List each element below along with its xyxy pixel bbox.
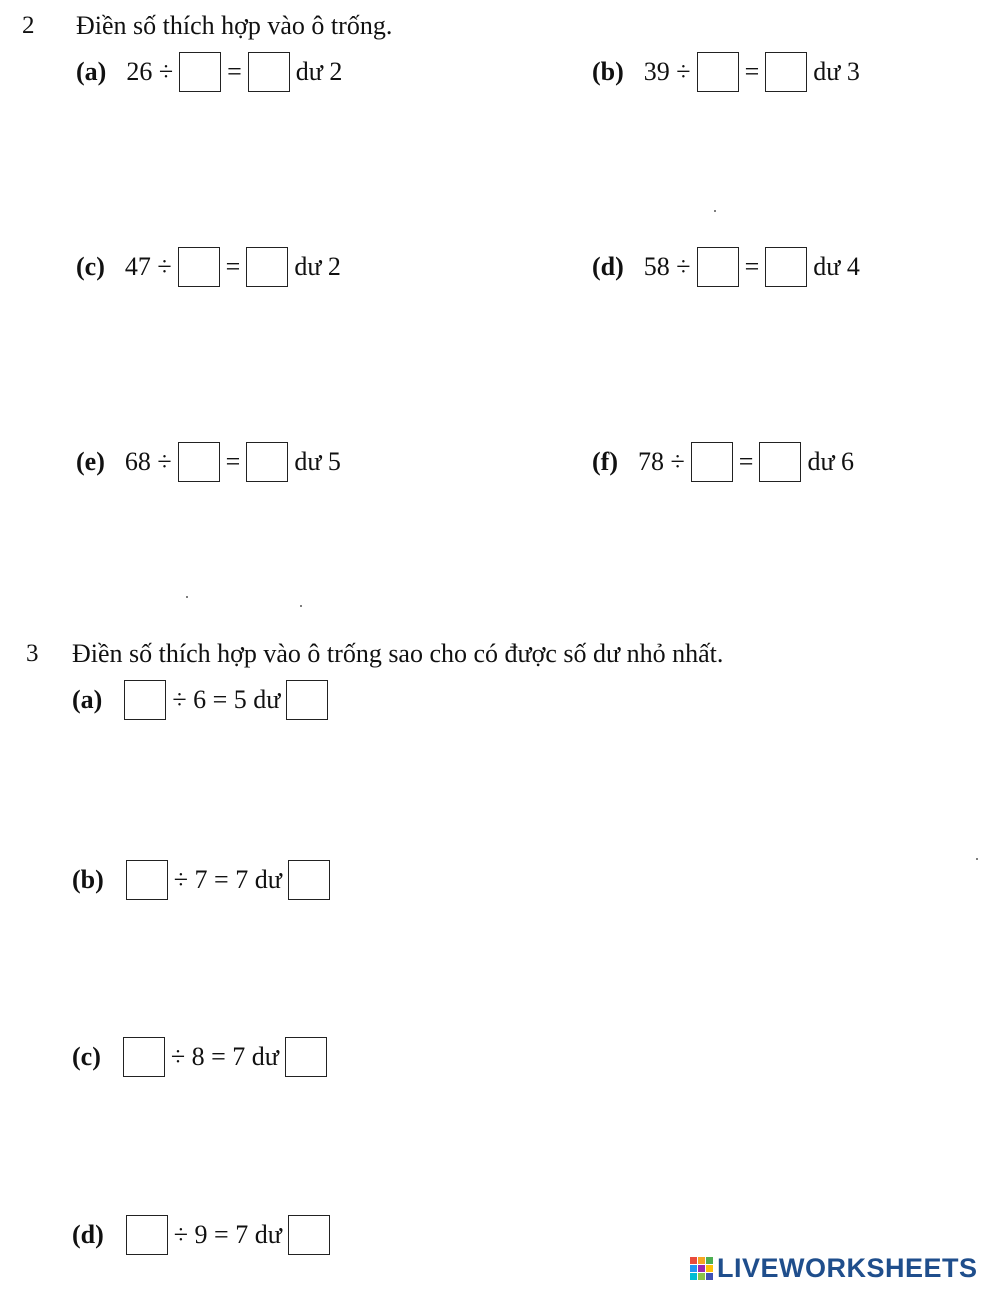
equals-sign: = [744,57,760,86]
dividend-answer-box[interactable] [124,680,166,720]
q2-item-e [76,442,341,482]
item-label: (d) [72,1220,104,1249]
remainder-text: dư 6 [807,447,855,476]
quotient-answer-box[interactable] [765,52,807,92]
logo-tile [706,1257,713,1264]
liveworksheets-brand [690,1253,978,1283]
remainder-text: dư 2 [295,57,343,86]
quotient-answer-box[interactable] [246,247,288,287]
item-label: (f) [592,447,618,476]
dividend-answer-box[interactable] [123,1037,165,1077]
quotient-answer-box[interactable] [248,52,290,92]
q3-item-c [72,1037,327,1077]
equals-sign: = [227,57,242,86]
divisor-answer-box[interactable] [691,442,733,482]
equals-sign: = [744,252,760,281]
q3-item-a [72,680,328,720]
scan-speck [186,596,188,598]
dividend-text: 68 ÷ [124,447,172,476]
divisor-answer-box[interactable] [179,52,221,92]
logo-tile [706,1273,713,1280]
q3-item-d [72,1215,330,1255]
liveworksheets-logo-icon [690,1257,713,1280]
scan-speck [300,605,302,607]
item-label: (d) [592,252,624,281]
remainder-answer-box[interactable] [286,680,328,720]
remainder-answer-box[interactable] [288,1215,330,1255]
expression-text: ÷ 8 = 7 dư [170,1042,279,1071]
q2-item-f [592,442,854,482]
item-label: (e) [76,447,105,476]
remainder-text: dư 4 [813,252,860,281]
remainder-answer-box[interactable] [288,860,330,900]
equals-sign: = [225,447,241,476]
logo-tile [690,1265,697,1272]
divisor-answer-box[interactable] [178,442,220,482]
expression-text: ÷ 6 = 5 dư [172,685,281,714]
dividend-text: 47 ÷ [124,252,172,281]
logo-tile [706,1265,713,1272]
logo-tile [690,1273,697,1280]
item-label: (b) [72,865,104,894]
quotient-answer-box[interactable] [765,247,807,287]
logo-tile [698,1257,705,1264]
remainder-text: dư 2 [294,252,341,281]
q2-item-a [76,52,342,92]
item-label: (b) [592,57,624,86]
expression-text: ÷ 7 = 7 dư [173,865,282,894]
q2-item-b [592,52,860,92]
remainder-text: dư 3 [813,57,860,86]
quotient-answer-box[interactable] [759,442,801,482]
quotient-answer-box[interactable] [246,442,288,482]
equals-sign: = [738,447,754,476]
item-label: (a) [72,685,103,714]
q2-item-c [76,247,341,287]
remainder-answer-box[interactable] [285,1037,327,1077]
question-2-number: 2 [22,12,35,39]
logo-tile [698,1273,705,1280]
q2-item-d [592,247,860,287]
item-label: (c) [76,252,105,281]
divisor-answer-box[interactable] [697,247,739,287]
scan-speck [714,210,716,212]
equals-sign: = [225,252,241,281]
divisor-answer-box[interactable] [697,52,739,92]
dividend-text: 78 ÷ [637,447,685,476]
dividend-text: 58 ÷ [643,252,691,281]
remainder-text: dư 5 [294,447,341,476]
question-3-instruction: Điền số thích hợp vào ô trống sao cho có được số dư nhỏ nhất. [72,639,724,668]
item-label: (c) [72,1042,101,1071]
brand-name: LIVEWORKSHEETS [717,1252,978,1283]
scan-speck [976,858,978,860]
divisor-answer-box[interactable] [178,247,220,287]
expression-text: ÷ 9 = 7 dư [173,1220,282,1249]
logo-tile [698,1265,705,1272]
item-label: (a) [76,57,107,86]
question-2-instruction: Điền số thích hợp vào ô trống. [76,11,393,40]
dividend-text: 26 ÷ [126,57,174,86]
q3-item-b [72,860,330,900]
logo-tile [690,1257,697,1264]
dividend-answer-box[interactable] [126,1215,168,1255]
dividend-text: 39 ÷ [643,57,691,86]
question-3-number: 3 [26,640,39,667]
dividend-answer-box[interactable] [126,860,168,900]
